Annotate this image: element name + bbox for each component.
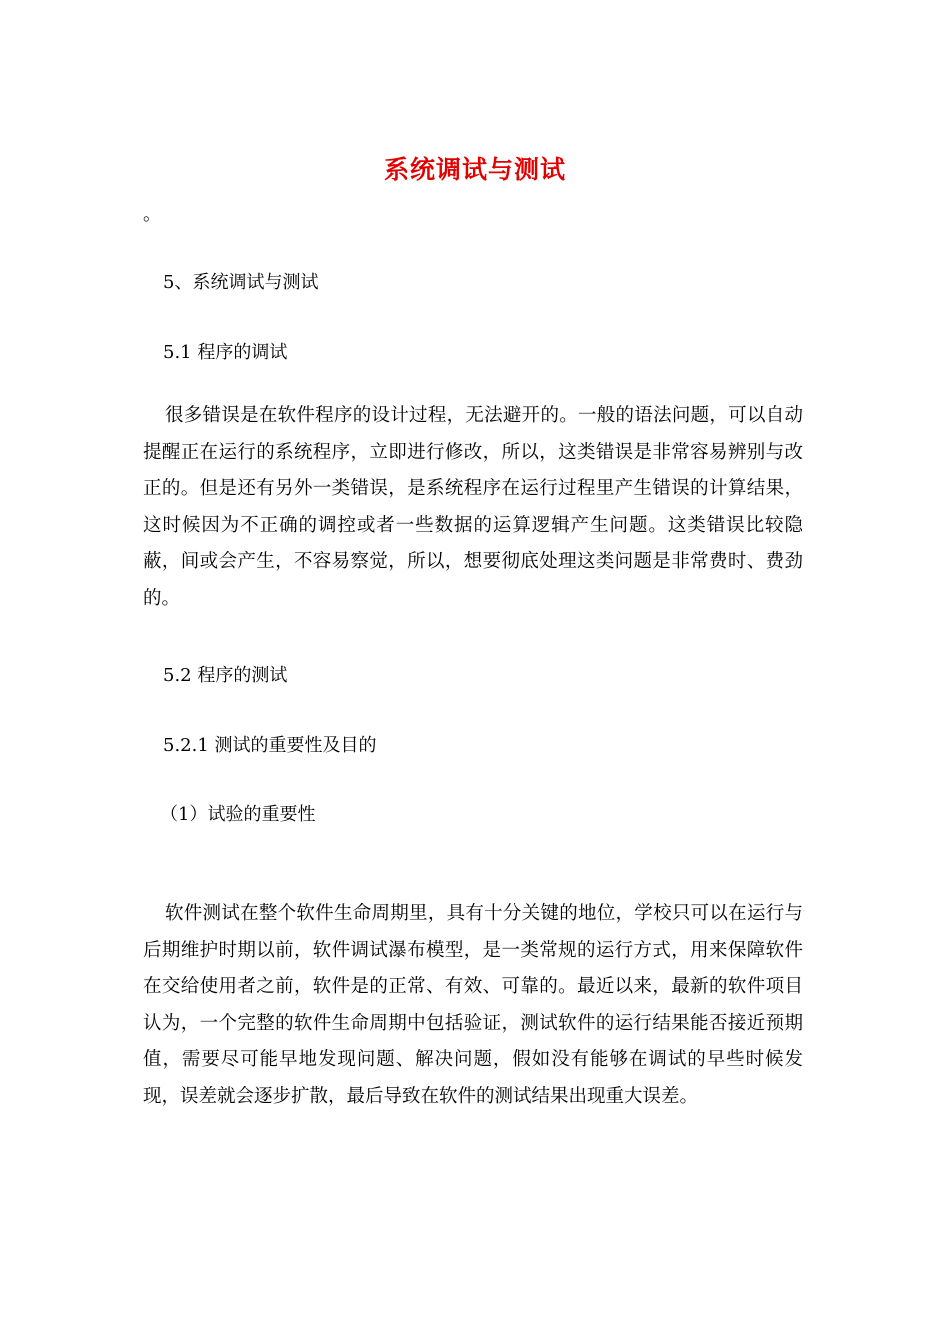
testing-paragraph: 软件测试在整个软件生命周期里，具有十分关键的地位，学校只可以在运行与后期维护时期以前，软件调试瀑布模型，是一类常规的运行方式，用来保障软件在交给使用者之前，软件是的正常、有效、可靠的。最近以来，最新的软件项目认为，一个完整的软件生命周期中包括验证，测试软件的运行结果能否接近预期值，需要尽可能早地发现问题、解决问题，假如没有能够在调试的早些时候发现，误差就会逐步扩散，最后导致在软件的测试结果出现重大误差。 xyxy=(143,903,803,1107)
section-5-2-1-heading: 5.2.1 测试的重要性及目的 xyxy=(163,735,377,756)
section-5-1-heading: 5.1 程序的调试 xyxy=(163,342,288,363)
section-5-2-heading: 5.2 程序的测试 xyxy=(163,665,288,686)
leading-mark: 。 xyxy=(143,204,161,225)
debug-paragraph: 很多错误是在软件程序的设计过程，无法避开的。一般的语法问题，可以自动提醒正在运行的系统程序，立即进行修改，所以，这类错误是非常容易辨别与改正的。但是还有另外一类错误，是系统程序在运行过程里产生错误的计算结果，这时候因为不正确的调控或者一些数据的运算逻辑产生问题。这类错误比较隐蔽，间或会产生，不容易察觉，所以，想要彻底处理这类问题是非常费时、费劲的。 xyxy=(143,405,803,609)
section-5-heading: 5、系统调试与测试 xyxy=(163,272,319,293)
page-title: 系统调试与测试 xyxy=(383,155,566,184)
item-1-heading: （1）试验的重要性 xyxy=(160,804,316,825)
